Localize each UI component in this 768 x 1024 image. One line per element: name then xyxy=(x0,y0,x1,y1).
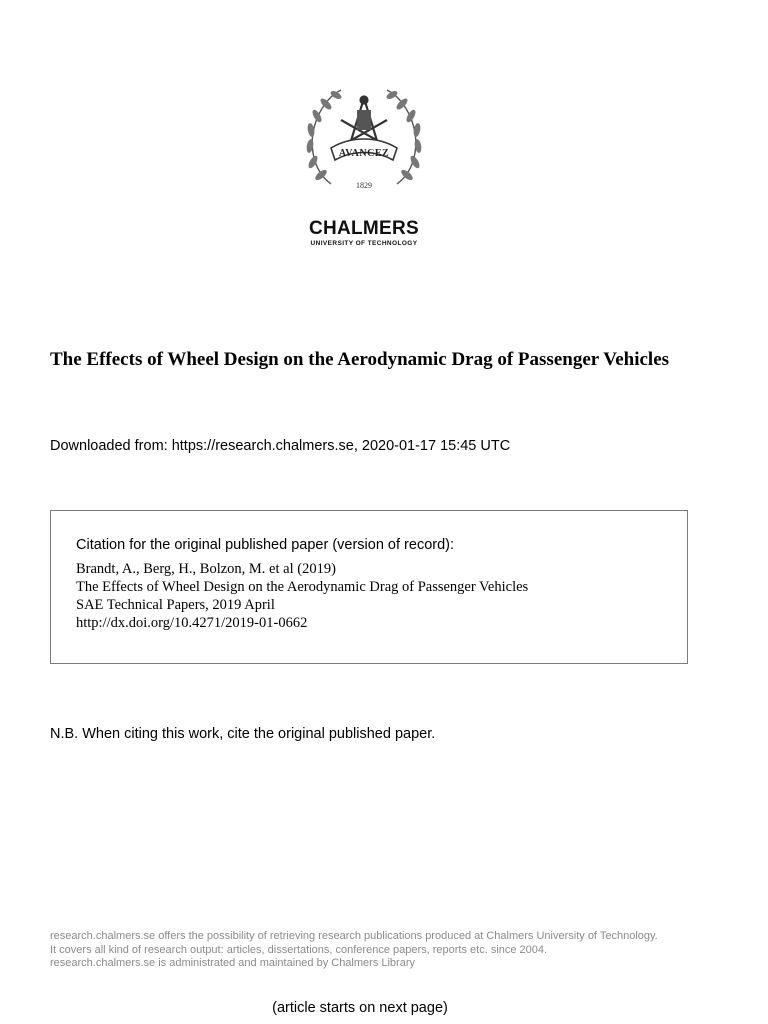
university-subtitle: UNIVERSITY OF TECHNOLOGY xyxy=(310,240,418,247)
citation-heading: Citation for the original published paper (version of record): xyxy=(76,537,455,553)
citation-doi-link[interactable]: http://dx.doi.org/10.4271/2019-01-0662 xyxy=(76,615,308,631)
paper-title: The Effects of Wheel Design on the Aerodynamic Drag of Passenger Vehicles xyxy=(50,349,670,370)
citation-box xyxy=(50,510,688,664)
chalmers-logo xyxy=(296,84,432,254)
citation-paper-title: The Effects of Wheel Design on the Aerodynamic Drag of Passenger Vehicles xyxy=(76,579,529,595)
footer-line-2: It covers all kind of research output: articles, dissertations, conference papers, reports etc. since 2004. xyxy=(50,943,548,956)
chalmers-seal-icon xyxy=(301,84,427,200)
citation-publication: SAE Technical Papers, 2019 April xyxy=(76,597,275,613)
citation-details xyxy=(76,560,528,632)
citation-note: N.B. When citing this work, cite the original published paper. xyxy=(50,726,436,742)
footer-line-3: research.chalmers.se is administrated and maintained by Chalmers Library xyxy=(50,957,415,969)
repository-footer xyxy=(50,930,658,971)
footer-line-1: research.chalmers.se offers the possibility of retrieving research publications produced at Chalmers University of Technology. xyxy=(50,930,658,942)
university-name: CHALMERS xyxy=(308,218,420,239)
continuation-note: (article starts on next page) xyxy=(272,1000,448,1016)
seal-year: 1829 xyxy=(356,181,372,190)
seal-motto: AVANCEZ xyxy=(338,148,390,159)
citation-authors: Brandt, A., Berg, H., Bolzon, M. et al (2019) xyxy=(76,561,336,577)
download-info: Downloaded from: https://research.chalmers.se, 2020-01-17 15:45 UTC xyxy=(50,438,511,454)
